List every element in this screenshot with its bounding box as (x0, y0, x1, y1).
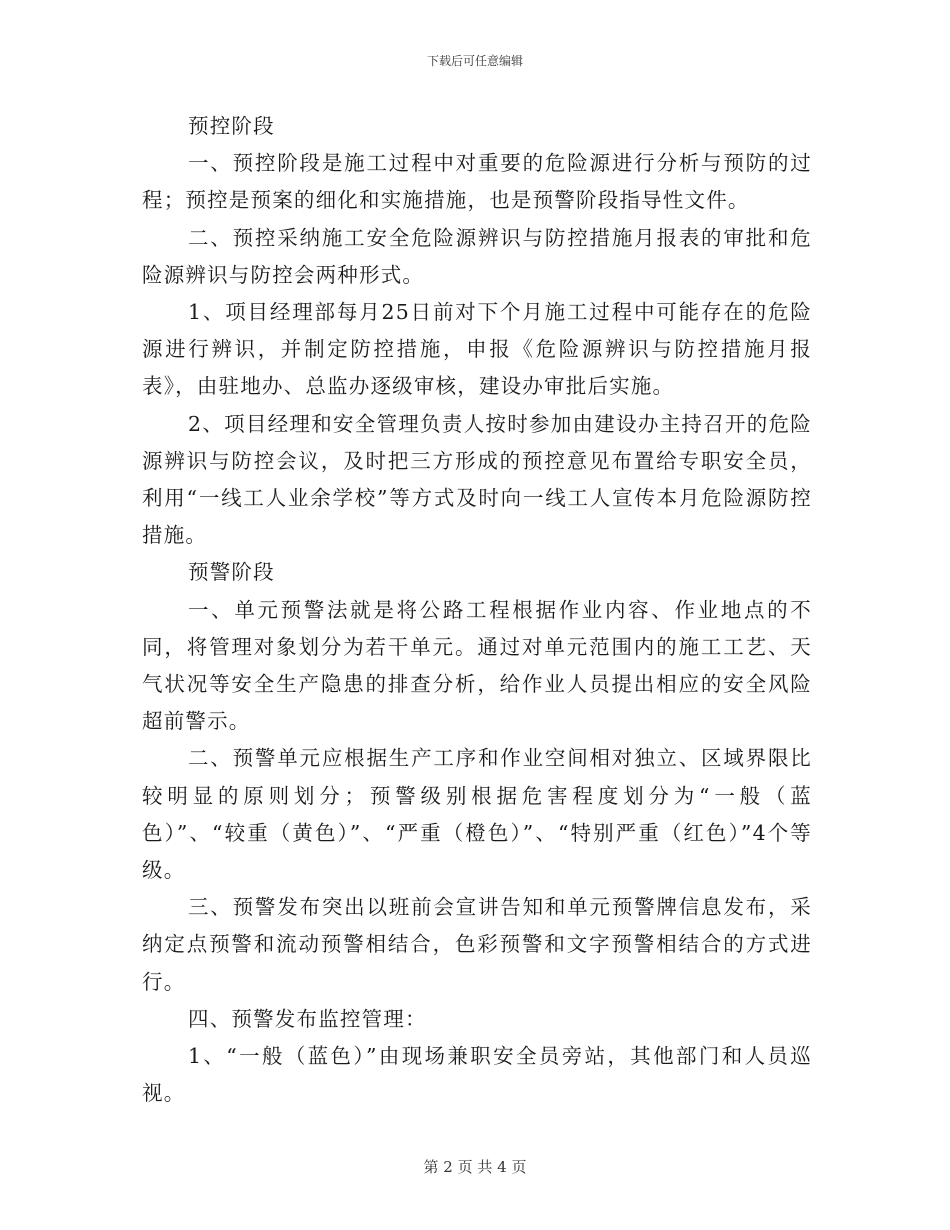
paragraph: 1、“一般（蓝色）”由现场兼职安全员旁站，其他部门和人员巡视。 (142, 1044, 812, 1106)
section-heading-precontrol: 预控阶段 (188, 114, 275, 138)
paragraph: 二、预警单元应根据生产工序和作业空间相对独立、区域界限比较明显的原则划分；预警级别根据危害程度划分为“一般（蓝色）”、“较重（黄色）”、“严重（橙色）”、“特别严重（红色）”4个等级。 (142, 746, 812, 883)
document-body (142, 108, 812, 1112)
section-heading-warning: 预警阶段 (188, 560, 275, 585)
page-footer: 第 2 页 共 4 页 (423, 1158, 527, 1176)
paragraph: 一、单元预警法就是将公路工程根据作业内容、作业地点的不同，将管理对象划分为若干单元。通过对单元范围内的施工工艺、天气状况等安全生产隐患的排查分析，给作业人员提出相应的安全风险超前警示。 (142, 597, 812, 734)
paragraph: 二、预控采纳施工安全危险源辨识与防控措施月报表的审批和危险源辨识与防控会两种形式。 (142, 225, 812, 287)
page-header: 下载后可任意编辑 (426, 54, 523, 68)
paragraph: 1、项目经理部每月25日前对下个月施工过程中可能存在的危险源进行辨识，并制定防控措施，申报《危险源辨识与防控措施月报表》，由驻地办、总监办逐级审核，建设办审批后实施。 (142, 300, 812, 399)
paragraph: 一、预控阶段是施工过程中对重要的危险源进行分析与预防的过程；预控是预案的细化和实施措施，也是预警阶段指导性文件。 (142, 151, 812, 213)
paragraph: 2、项目经理和安全管理负责人按时参加由建设办主持召开的危险源辨识与防控会议，及时把三方形成的预控意见布置给专职安全员，利用“一线工人业余学校”等方式及时向一线工人宣传本月危险源防控措施。 (142, 411, 812, 548)
paragraph: 四、预警发布监控管理： (188, 1006, 427, 1031)
paragraph: 三、预警发布突出以班前会宣讲告知和单元预警牌信息发布，采纳定点预警和流动预警相结合，色彩预警和文字预警相结合的方式进行。 (142, 895, 812, 994)
